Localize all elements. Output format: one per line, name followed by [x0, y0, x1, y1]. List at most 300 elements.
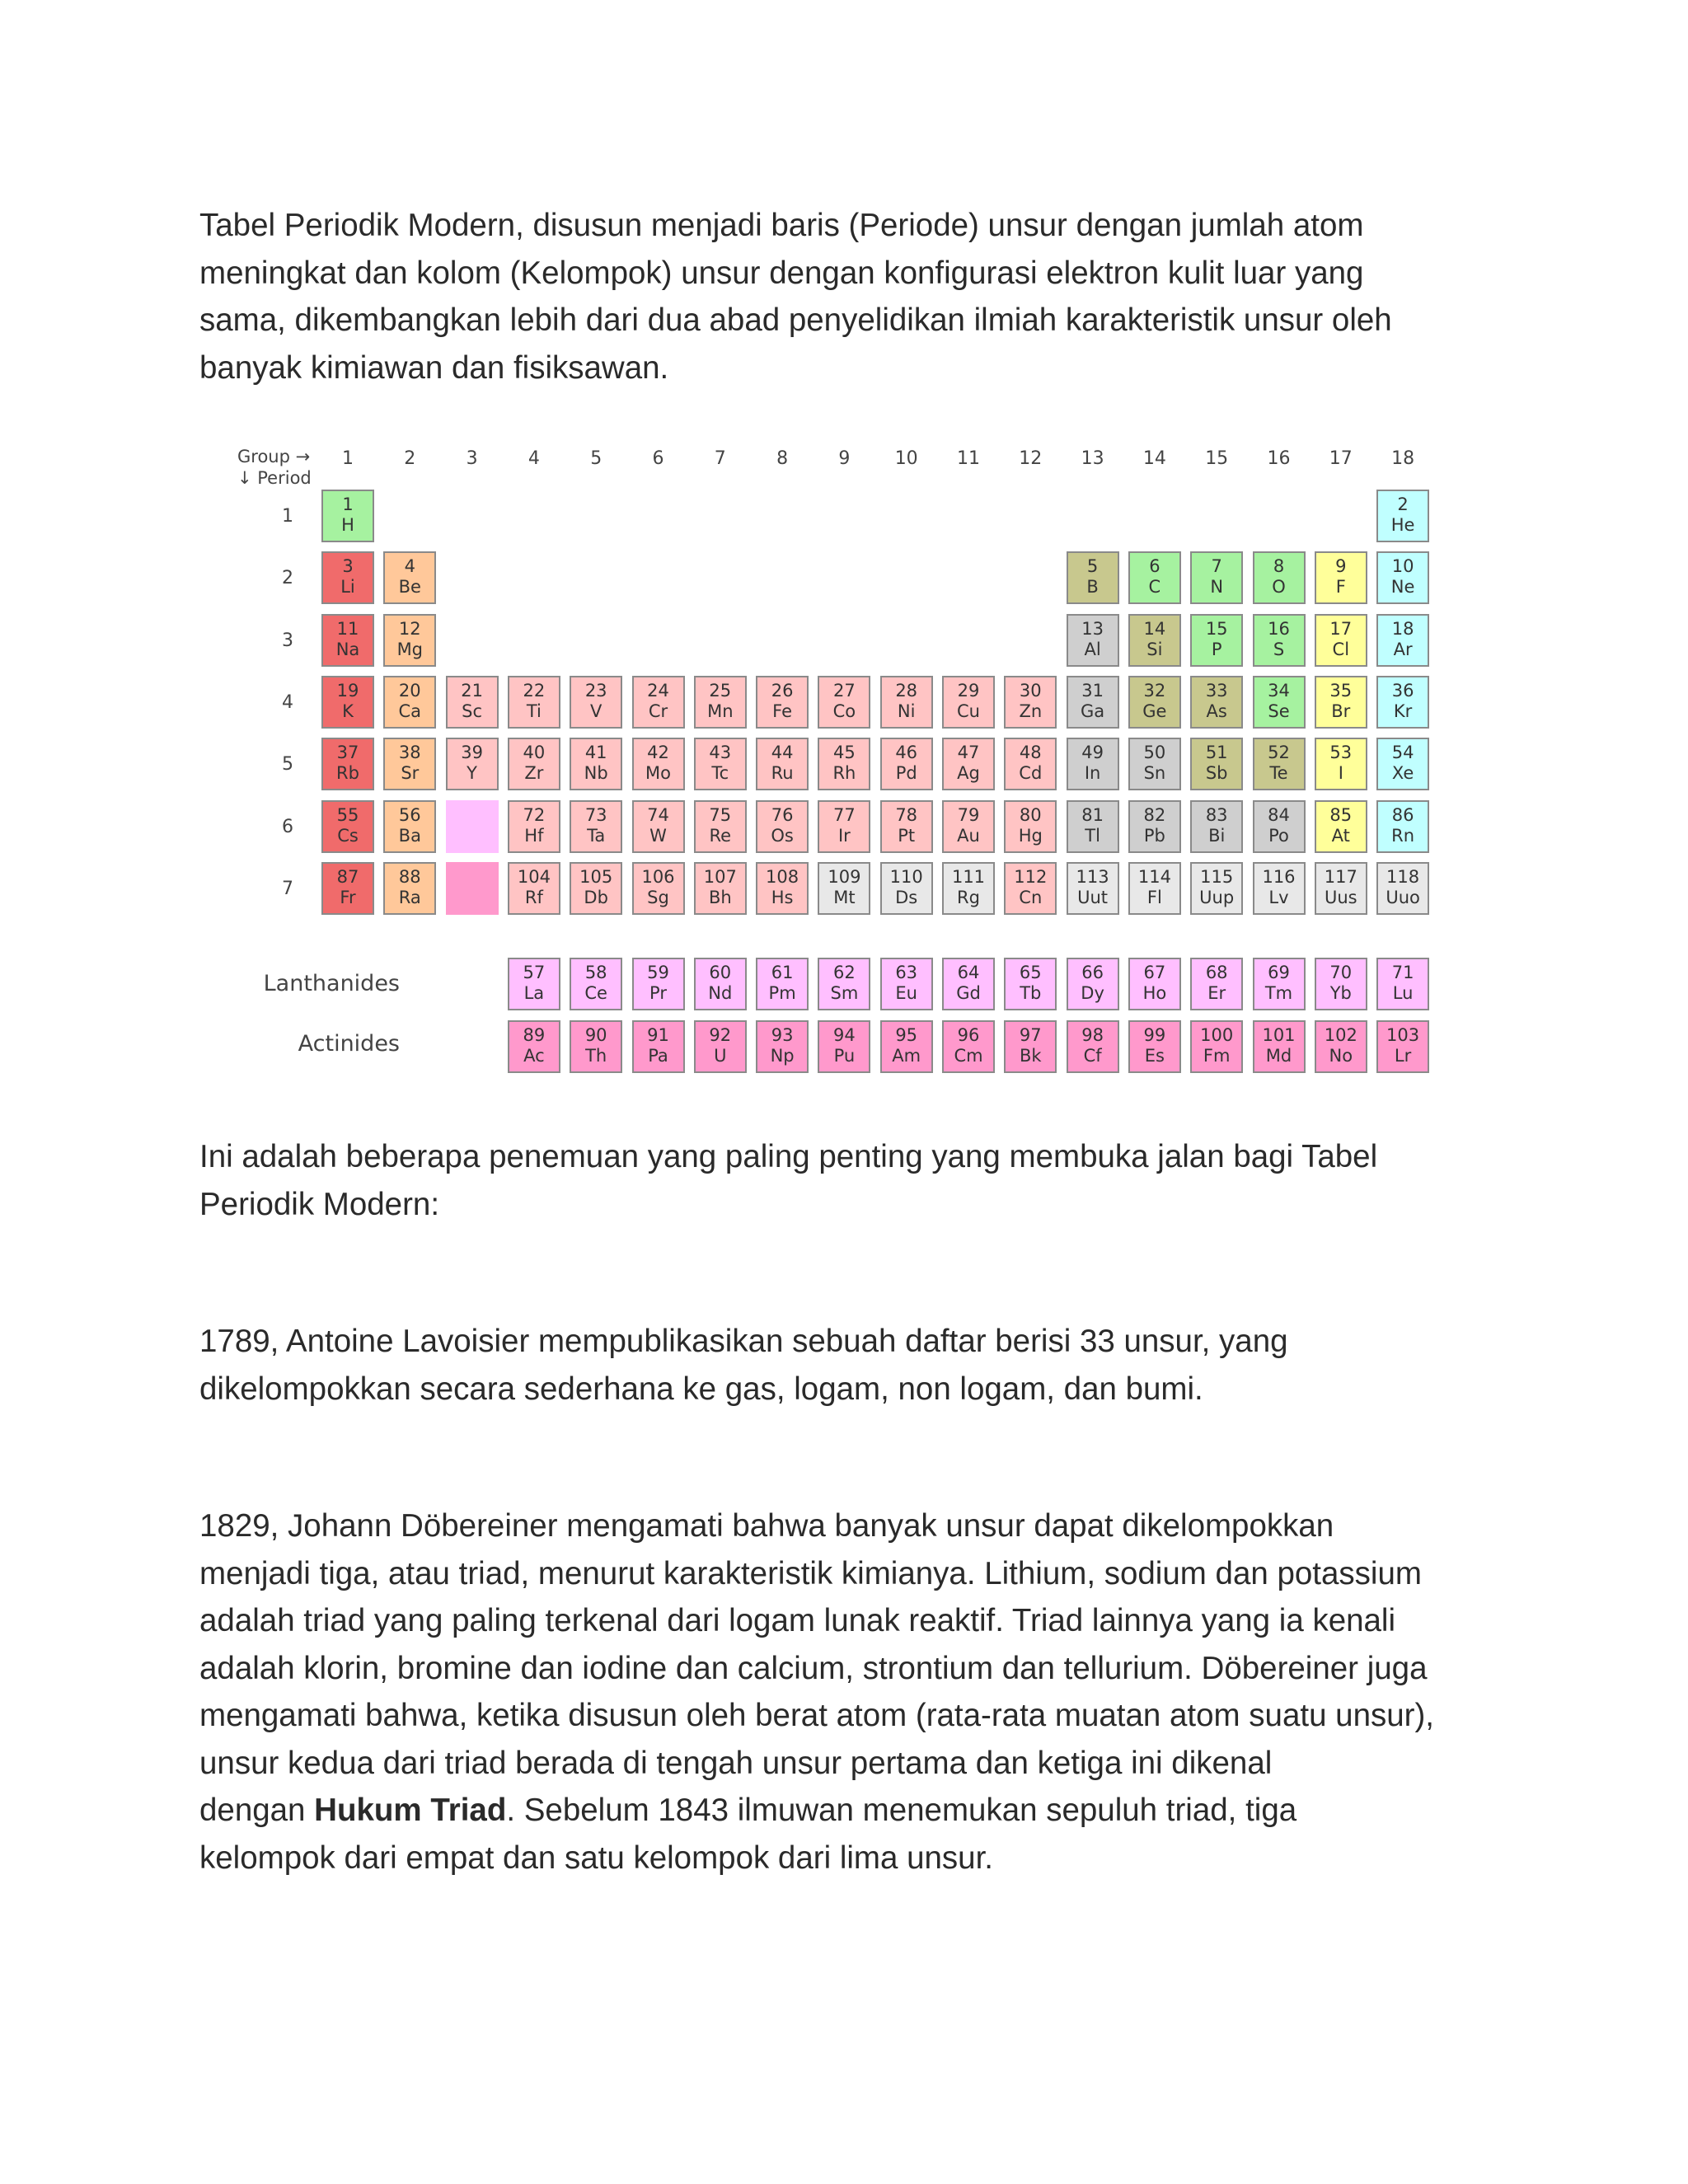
element-symbol: Bi: [1208, 825, 1226, 846]
element-cell: [508, 958, 560, 1010]
atomic-number: 48: [1019, 743, 1042, 763]
element-cell: [1190, 551, 1243, 604]
element-cell: [1128, 676, 1181, 729]
element-symbol: U: [714, 1046, 727, 1066]
element-symbol: Lv: [1268, 887, 1289, 907]
element-symbol: Th: [585, 1046, 607, 1066]
dobereiner-line: menjadi tiga, atau triad, menurut karakteristik kimianya. Lithium, sodium dan potassium: [199, 1555, 1422, 1591]
atomic-number: 66: [1081, 963, 1104, 982]
element-cell: [1190, 958, 1243, 1010]
atomic-number: 38: [398, 743, 421, 763]
group-number: 7: [714, 448, 726, 469]
atomic-number: 19: [336, 680, 359, 701]
element-symbol: Ag: [957, 763, 980, 784]
atomic-number: 33: [1205, 680, 1228, 701]
element-symbol: Tc: [711, 763, 729, 784]
element-cell: [942, 800, 995, 853]
element-cell: [1253, 958, 1306, 1010]
element-cell: [383, 551, 436, 604]
discoveries-intro-line: Ini adalah beberapa penemuan yang paling penting yang membuka jalan bagi Tabel: [199, 1139, 1378, 1174]
element-symbol: Nd: [708, 983, 733, 1003]
element-symbol: P: [1211, 639, 1222, 659]
discoveries-intro-line: Periodik Modern:: [199, 1186, 440, 1222]
atomic-number: 81: [1081, 804, 1104, 825]
atomic-number: 95: [895, 1025, 918, 1045]
lavoisier-paragraph: [199, 1318, 1502, 1413]
element-cell: [694, 958, 747, 1010]
element-cell: [1253, 551, 1306, 604]
atomic-number: 31: [1081, 680, 1104, 701]
atomic-number: 70: [1329, 963, 1353, 982]
element-symbol: Ra: [398, 887, 421, 907]
atomic-number: 11: [336, 618, 359, 639]
atomic-number: 35: [1329, 680, 1353, 701]
element-cell: [570, 958, 622, 1010]
element-cell: [570, 676, 622, 729]
element-symbol: Bh: [708, 887, 732, 907]
group-number: 3: [466, 448, 478, 469]
atomic-number: 92: [709, 1025, 732, 1045]
atomic-number: 5: [1086, 556, 1099, 577]
element-cell: [446, 676, 499, 729]
element-symbol: Bk: [1020, 1046, 1042, 1066]
element-symbol: K: [342, 701, 354, 721]
element-cell: [1315, 551, 1367, 604]
atomic-number: 73: [584, 804, 607, 825]
element-symbol: I: [1338, 763, 1343, 784]
element-cell: [383, 862, 436, 915]
period-number: 7: [282, 878, 293, 899]
group-number: 18: [1391, 448, 1415, 469]
atomic-number: 74: [647, 804, 669, 825]
element-symbol: Nb: [584, 763, 608, 784]
element-symbol: Sm: [830, 983, 859, 1003]
atomic-number: 62: [833, 963, 856, 982]
atomic-number: 96: [957, 1025, 980, 1045]
element-cell: [632, 1020, 685, 1073]
element-symbol: Rn: [1391, 825, 1415, 846]
atomic-number: 50: [1143, 743, 1166, 763]
element-cell: [1004, 862, 1057, 915]
element-cell: [321, 551, 374, 604]
element-cell: [1128, 614, 1181, 667]
element-symbol: Rh: [832, 763, 856, 784]
element-cell: [756, 738, 809, 790]
element-cell: [321, 862, 374, 915]
element-symbol: Zn: [1019, 701, 1043, 721]
element-symbol: Ni: [897, 701, 916, 721]
period-number: 4: [282, 691, 293, 713]
group-number: 6: [652, 448, 664, 469]
element-cell: [1315, 800, 1367, 853]
element-cell: [1190, 800, 1243, 853]
atomic-number: 54: [1391, 743, 1414, 763]
atomic-number: 106: [641, 866, 675, 887]
element-symbol: Pd: [895, 763, 917, 784]
intro-line: banyak kimiawan dan fisiksawan.: [199, 349, 669, 386]
element-cell: [632, 738, 685, 790]
atomic-number: 52: [1268, 743, 1290, 763]
atomic-number: 55: [336, 804, 359, 825]
element-cell: [1004, 800, 1057, 853]
element-cell: [570, 738, 622, 790]
element-symbol: Se: [1268, 701, 1290, 721]
atomic-number: 107: [703, 866, 737, 887]
element-symbol: Hs: [771, 887, 794, 907]
element-symbol: Mn: [707, 701, 734, 721]
element-symbol: H: [341, 515, 354, 535]
element-placeholder-cell: [446, 862, 499, 915]
element-symbol: Es: [1144, 1046, 1165, 1066]
atomic-number: 24: [647, 680, 669, 701]
atomic-number: 49: [1081, 743, 1104, 763]
element-cell: [880, 1020, 933, 1073]
discoveries-intro-paragraph: [199, 1133, 1502, 1228]
group-axis-label: [237, 446, 312, 489]
atomic-number: 10: [1391, 556, 1414, 577]
element-symbol: B: [1086, 577, 1099, 598]
element-symbol: Ne: [1390, 577, 1415, 598]
element-symbol: Cn: [1019, 887, 1043, 907]
atomic-number: 90: [584, 1025, 607, 1045]
element-cell: [1315, 614, 1367, 667]
atomic-number: 32: [1143, 680, 1166, 701]
element-symbol: Re: [709, 825, 732, 846]
element-symbol: Pr: [649, 983, 667, 1003]
element-symbol: Cs: [337, 825, 359, 846]
element-cell: [694, 1020, 747, 1073]
element-symbol: Hf: [524, 825, 544, 846]
atomic-number: 91: [647, 1025, 669, 1045]
atomic-number: 88: [398, 866, 421, 887]
element-cell: [1128, 738, 1181, 790]
element-cell: [1376, 862, 1429, 915]
element-cell: [508, 862, 560, 915]
element-cell: [1067, 738, 1119, 790]
atomic-number: 34: [1268, 680, 1290, 701]
intro-paragraph: [199, 202, 1502, 391]
element-cell: [321, 738, 374, 790]
atomic-number: 71: [1391, 963, 1414, 982]
group-number: 16: [1267, 448, 1291, 469]
atomic-number: 23: [584, 680, 607, 701]
dobereiner-line: adalah triad yang paling terkenal dari logam lunak reaktif. Triad lainnya yang ia kenali: [199, 1603, 1396, 1638]
element-symbol: Fl: [1146, 887, 1162, 907]
element-cell: [1128, 551, 1181, 604]
atomic-number: 36: [1391, 680, 1414, 701]
atomic-number: 47: [957, 743, 980, 763]
element-cell: [880, 676, 933, 729]
atomic-number: 51: [1205, 743, 1228, 763]
atomic-number: 63: [895, 963, 918, 982]
atomic-number: 7: [1211, 556, 1222, 577]
atomic-number: 85: [1329, 804, 1353, 825]
line-prefix: dengan: [199, 1793, 315, 1828]
element-cell: [1376, 738, 1429, 790]
element-symbol: Po: [1268, 825, 1289, 846]
element-cell: [1067, 614, 1119, 667]
element-symbol: O: [1272, 577, 1286, 598]
element-cell: [383, 800, 436, 853]
element-symbol: He: [1390, 515, 1415, 535]
element-cell: [756, 676, 809, 729]
element-symbol: Eu: [895, 983, 917, 1003]
element-symbol: Yb: [1329, 983, 1352, 1003]
element-symbol: Rb: [336, 763, 359, 784]
element-cell: [1067, 862, 1119, 915]
element-cell: [818, 738, 870, 790]
intro-line: meningkat dan kolom (Kelompok) unsur dengan konfigurasi elektron kulit luar yang: [199, 255, 1364, 291]
element-symbol: Y: [467, 763, 477, 784]
element-cell: [383, 676, 436, 729]
element-symbol: Tl: [1085, 825, 1100, 846]
element-symbol: Tm: [1264, 983, 1293, 1003]
element-symbol: Mg: [396, 639, 424, 659]
element-cell: [1128, 958, 1181, 1010]
element-symbol: Br: [1331, 701, 1351, 721]
element-symbol: Fe: [772, 701, 793, 721]
element-cell: [1128, 1020, 1181, 1073]
element-cell: [1376, 551, 1429, 604]
atomic-number: 57: [523, 963, 546, 982]
element-symbol: Hg: [1018, 825, 1043, 846]
element-symbol: Uup: [1199, 887, 1235, 907]
group-number: 4: [528, 448, 540, 469]
element-cell: [756, 1020, 809, 1073]
element-cell: [880, 958, 933, 1010]
element-cell: [756, 958, 809, 1010]
atomic-number: 77: [833, 804, 856, 825]
element-cell: [1004, 676, 1057, 729]
element-cell: [1067, 676, 1119, 729]
element-cell: [1315, 738, 1367, 790]
element-symbol: In: [1084, 763, 1101, 784]
group-number: 2: [404, 448, 416, 469]
element-symbol: Te: [1269, 763, 1288, 784]
atomic-number: 94: [833, 1025, 856, 1045]
group-label-text: Group →: [237, 447, 311, 466]
element-cell: [383, 738, 436, 790]
element-cell: [1315, 862, 1367, 915]
dobereiner-line: mengamati bahwa, ketika disusun oleh berat atom (rata-rata muatan atom suatu unsur),: [199, 1698, 1435, 1733]
element-symbol: F: [1335, 577, 1346, 598]
atomic-number: 108: [766, 866, 799, 887]
element-cell: [1067, 958, 1119, 1010]
atomic-number: 89: [523, 1025, 546, 1045]
atomic-number: 64: [957, 963, 980, 982]
element-cell: [1190, 676, 1243, 729]
element-cell: [1253, 862, 1306, 915]
group-number: 5: [590, 448, 603, 469]
element-cell: [880, 862, 933, 915]
atomic-number: 20: [398, 680, 421, 701]
atomic-number: 39: [461, 743, 483, 763]
atomic-number: 53: [1329, 743, 1353, 763]
dobereiner-paragraph: [199, 1502, 1502, 1882]
atomic-number: 105: [579, 866, 613, 887]
element-cell: [818, 958, 870, 1010]
atomic-number: 69: [1268, 963, 1290, 982]
element-cell: [694, 800, 747, 853]
atomic-number: 84: [1268, 804, 1290, 825]
element-symbol: Sb: [1205, 763, 1228, 784]
element-symbol: Ar: [1393, 639, 1413, 659]
period-number: 5: [282, 754, 293, 776]
element-cell: [942, 676, 995, 729]
element-cell: [942, 1020, 995, 1073]
element-cell: [321, 614, 374, 667]
element-symbol: Kr: [1393, 701, 1413, 721]
atomic-number: 30: [1019, 680, 1042, 701]
atomic-number: 12: [398, 618, 421, 639]
element-cell: [1067, 1020, 1119, 1073]
element-cell: [446, 738, 499, 790]
element-cell: [1067, 551, 1119, 604]
element-cell: [508, 738, 560, 790]
atomic-number: 101: [1262, 1025, 1296, 1045]
period-number: 6: [282, 816, 293, 837]
element-cell: [1190, 862, 1243, 915]
element-symbol: Sg: [647, 887, 669, 907]
atomic-number: 79: [957, 804, 980, 825]
element-cell: [756, 862, 809, 915]
element-symbol: Sc: [462, 701, 483, 721]
element-symbol: Au: [957, 825, 980, 846]
atomic-number: 2: [1397, 494, 1409, 514]
period-number: 1: [282, 506, 293, 527]
group-number: 12: [1019, 448, 1043, 469]
atomic-number: 3: [342, 556, 354, 577]
element-cell: [570, 800, 622, 853]
atomic-number: 67: [1143, 963, 1166, 982]
element-symbol: Cm: [954, 1046, 983, 1066]
element-cell: [942, 738, 995, 790]
element-symbol: Al: [1084, 639, 1101, 659]
element-cell: [818, 1020, 870, 1073]
lanthanides-label: Lanthanides: [263, 971, 400, 996]
element-cell: [632, 800, 685, 853]
element-cell: [1190, 614, 1243, 667]
element-symbol: Ge: [1142, 701, 1167, 721]
element-symbol: Cf: [1083, 1046, 1102, 1066]
atomic-number: 58: [584, 963, 607, 982]
atomic-number: 109: [828, 866, 861, 887]
element-cell: [880, 738, 933, 790]
atomic-number: 22: [523, 680, 546, 701]
element-cell: [1253, 800, 1306, 853]
element-cell: [1253, 1020, 1306, 1073]
period-label-text: ↓ Period: [237, 468, 312, 488]
element-symbol: Uus: [1324, 887, 1357, 907]
atomic-number: 104: [517, 866, 551, 887]
element-symbol: Os: [771, 825, 794, 846]
element-symbol: Uut: [1077, 887, 1109, 907]
group-number: 13: [1081, 448, 1104, 469]
atomic-number: 114: [1137, 866, 1171, 887]
atomic-number: 16: [1268, 618, 1290, 639]
element-symbol: Sr: [401, 763, 420, 784]
element-cell: [1376, 1020, 1429, 1073]
element-symbol: Ce: [584, 983, 607, 1003]
element-placeholder-cell: [446, 800, 499, 853]
element-symbol: Zr: [524, 763, 544, 784]
element-cell: [818, 862, 870, 915]
atomic-number: 93: [771, 1025, 794, 1045]
atomic-number: 61: [771, 963, 794, 982]
group-number: 15: [1205, 448, 1229, 469]
element-symbol: Pt: [898, 825, 916, 846]
element-symbol: Pa: [648, 1046, 668, 1066]
element-symbol: La: [523, 983, 545, 1003]
element-cell: [1315, 1020, 1367, 1073]
element-cell: [942, 862, 995, 915]
lavoisier-line: 1789, Antoine Lavoisier mempublikasikan sebuah daftar berisi 33 unsur, yang: [199, 1324, 1288, 1359]
element-cell: [508, 800, 560, 853]
hukum-triad-bold: Hukum Triad: [314, 1793, 507, 1828]
atomic-number: 9: [1335, 556, 1347, 577]
atomic-number: 37: [336, 743, 359, 763]
group-number: 17: [1329, 448, 1353, 469]
element-cell: [1315, 676, 1367, 729]
atomic-number: 46: [895, 743, 918, 763]
element-symbol: Cd: [1019, 763, 1043, 784]
element-symbol: Ho: [1142, 983, 1167, 1003]
element-cell: [508, 676, 560, 729]
element-cell: [632, 862, 685, 915]
intro-line: Tabel Periodik Modern, disusun menjadi baris (Periode) unsur dengan jumlah atom: [199, 208, 1364, 243]
element-cell: [694, 676, 747, 729]
atomic-number: 102: [1324, 1025, 1357, 1045]
atomic-number: 45: [833, 743, 856, 763]
element-cell: [942, 958, 995, 1010]
element-symbol: Be: [398, 577, 421, 598]
element-symbol: Cl: [1332, 639, 1350, 659]
element-symbol: Ba: [398, 825, 421, 846]
atomic-number: 110: [889, 866, 923, 887]
atomic-number: 26: [771, 680, 794, 701]
element-symbol: Ti: [526, 701, 542, 721]
element-symbol: Rg: [957, 887, 980, 907]
element-symbol: Na: [335, 639, 360, 659]
intro-line: sama, dikembangkan lebih dari dua abad penyelidikan ilmiah karakteristik unsur oleh: [199, 302, 1392, 338]
atomic-number: 17: [1329, 618, 1353, 639]
element-symbol: Mt: [833, 887, 856, 907]
element-symbol: V: [590, 701, 603, 721]
atomic-number: 1: [342, 494, 354, 514]
element-symbol: Si: [1146, 639, 1163, 659]
element-cell: [818, 800, 870, 853]
dobereiner-line: 1829, Johann Döbereiner mengamati bahwa banyak unsur dapat dikelompokkan: [199, 1508, 1334, 1544]
atomic-number: 78: [895, 804, 918, 825]
element-symbol: Ac: [523, 1046, 545, 1066]
actinides-label: Actinides: [298, 1031, 400, 1057]
element-symbol: Tb: [1020, 983, 1042, 1003]
group-number: 14: [1142, 448, 1166, 469]
atomic-number: 117: [1324, 866, 1357, 887]
element-symbol: Ga: [1081, 701, 1105, 721]
element-symbol: Fr: [340, 887, 356, 907]
dobereiner-line: [199, 1787, 1502, 1835]
element-symbol: Rf: [524, 887, 543, 907]
element-symbol: Co: [832, 701, 856, 721]
element-cell: [1253, 676, 1306, 729]
atomic-number: 6: [1149, 556, 1160, 577]
atomic-number: 75: [709, 804, 732, 825]
element-symbol: Li: [340, 577, 355, 598]
group-number: 10: [894, 448, 918, 469]
element-cell: [508, 1020, 560, 1073]
element-cell: [1376, 490, 1429, 542]
